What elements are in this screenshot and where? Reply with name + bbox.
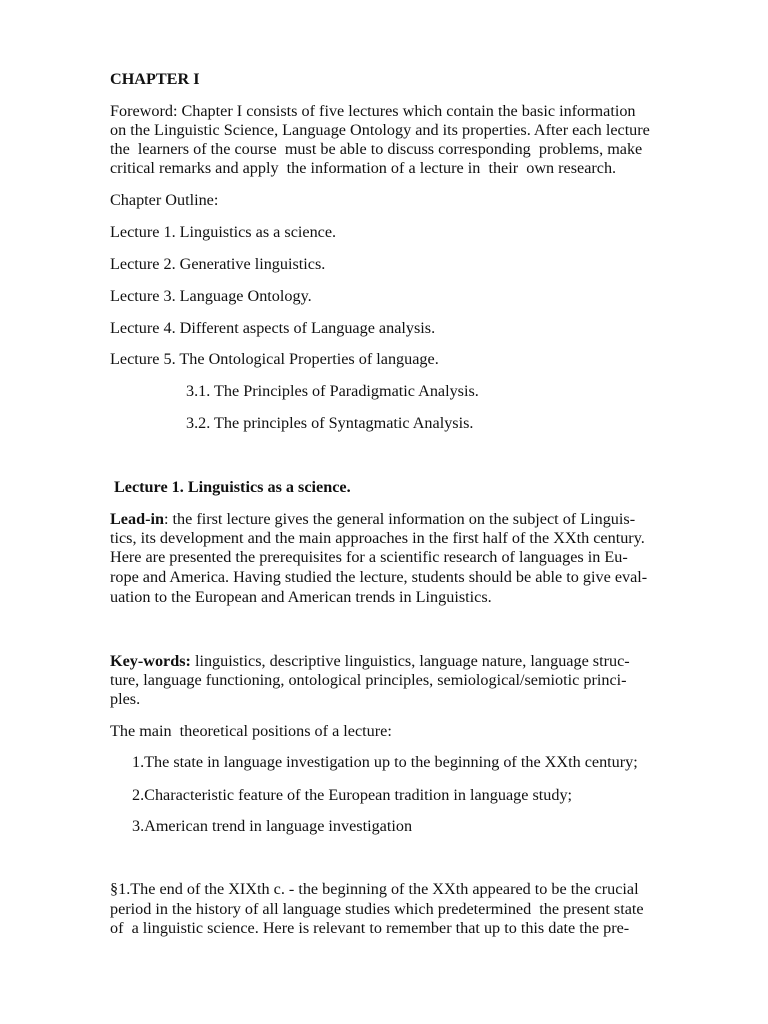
section1-line: §1.The end of the XIXth c. - the beginning of the XXth appeared to be the crucial (110, 880, 639, 898)
position-item: 1.The state in language investigation up to the beginning of the XXth century; (132, 753, 638, 771)
keywords-first-line: linguistics, descriptive linguistics, language nature, language struc- (190, 652, 630, 670)
position-item: 2.Characteristic feature of the European tradition in language study; (132, 786, 573, 804)
positions-heading: The main theoretical positions of a lecture: (110, 722, 392, 740)
leadin-line: tics, its development and the main approaches in the first half of the XXth century. (110, 529, 645, 547)
leadin-line: Here are presented the prerequisites for a scientific research of languages in Eu- (110, 548, 628, 566)
outline-item: Lecture 4. Different aspects of Language analysis. (110, 319, 436, 337)
keywords-label: Key-words: (110, 652, 191, 670)
leadin-first-line: : the first lecture gives the general information on the subject of Linguis- (163, 510, 636, 528)
foreword-line: critical remarks and apply the information of a lecture in their own research. (110, 159, 617, 177)
keywords-line: ture, language functioning, ontological principles, semiological/semiotic princi- (110, 671, 627, 689)
outline-heading: Chapter Outline: (110, 191, 219, 209)
chapter-title: CHAPTER I (110, 70, 200, 88)
section1-line: of a linguistic science. Here is relevant to remember that up to this date the pre- (110, 919, 630, 937)
leadin-line: uation to the European and American trends in Linguistics. (110, 588, 492, 606)
keywords-paragraph-line (110, 652, 630, 671)
leadin-paragraph-line (110, 510, 635, 529)
section1-line: period in the history of all language studies which predetermined the present state (110, 900, 644, 918)
outline-item: Lecture 1. Linguistics as a science. (110, 223, 337, 241)
position-item: 3.American trend in language investigation (132, 817, 413, 835)
leadin-line: rope and America. Having studied the lecture, students should be able to give eval- (110, 568, 648, 586)
outline-item: Lecture 5. The Ontological Properties of language. (110, 350, 439, 368)
foreword-line: on the Linguistic Science, Language Ontology and its properties. After each lecture (110, 121, 650, 139)
foreword-line: the learners of the course must be able to discuss corresponding problems, make (110, 140, 643, 158)
outline-item: Lecture 3. Language Ontology. (110, 287, 312, 305)
outline-item: Lecture 2. Generative linguistics. (110, 255, 326, 273)
keywords-line: ples. (110, 690, 141, 708)
leadin-label: Lead-in (110, 510, 164, 528)
lecture-heading: Lecture 1. Linguistics as a science. (114, 478, 351, 496)
outline-subitem: 3.2. The principles of Syntagmatic Analysis. (186, 414, 474, 432)
foreword-line: Foreword: Chapter I consists of five lectures which contain the basic information (110, 102, 636, 120)
outline-subitem: 3.1. The Principles of Paradigmatic Analysis. (186, 382, 479, 400)
